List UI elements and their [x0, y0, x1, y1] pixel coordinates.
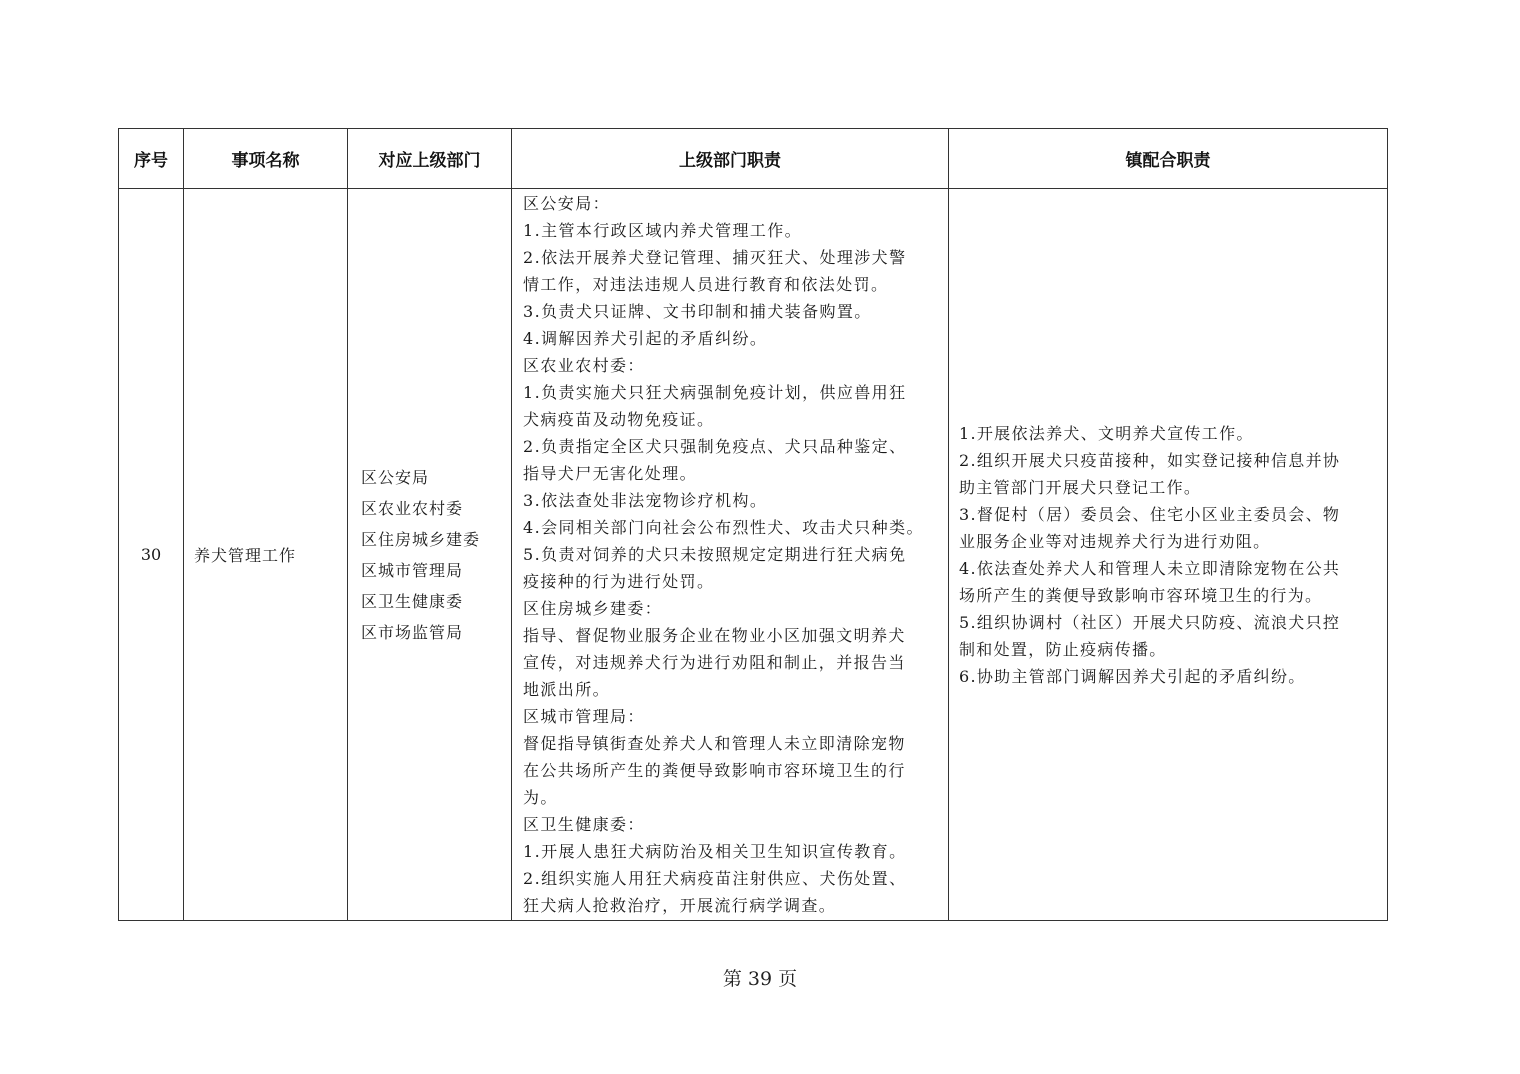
duty-table [118, 128, 1388, 921]
cell-superior-duties [512, 189, 949, 921]
duty-line: 情工作，对违法违规人员进行教育和依法处罚。 [523, 275, 889, 294]
cell-departments [348, 189, 512, 921]
town-duty-line: 1.开展依法养犬、文明养犬宣传工作。 [959, 423, 1254, 443]
duty-line: 指导犬尸无害化处理。 [523, 464, 698, 483]
duty-line: 2.负责指定全区犬只强制免疫点、犬只品种鉴定、 [523, 437, 907, 456]
cell-seq: 30 [119, 189, 184, 921]
header-seq: 序号 [119, 129, 184, 189]
town-duty-line: 助主管部门开展犬只登记工作。 [959, 477, 1202, 497]
duty-line: 犬病疫苗及动物免疫证。 [523, 410, 715, 429]
cell-town-duties [949, 189, 1388, 921]
table-header [119, 129, 1388, 189]
duty-line: 区城市管理局： [523, 707, 645, 726]
duty-line: 1.负责实施犬只狂犬病强制免疫计划，供应兽用狂 [523, 383, 907, 402]
town-duty-line: 制和处置，防止疫病传播。 [959, 639, 1167, 659]
cell-item-name: 养犬管理工作 [184, 189, 348, 921]
department-item: 区市场监管局 [361, 622, 464, 642]
town-duty-line: 场所产生的粪便导致影响市容环境卫生的行为。 [959, 585, 1323, 605]
town-duty-line: 5.组织协调村（社区）开展犬只防疫、流浪犬只控 [959, 612, 1341, 632]
header-superior-dept: 对应上级部门 [348, 129, 512, 189]
duty-line: 地派出所。 [523, 680, 611, 699]
town-duty-line: 2.组织开展犬只疫苗接种，如实登记接种信息并协 [959, 450, 1341, 470]
duty-line: 2.组织实施人用狂犬病疫苗注射供应、犬伤处置、 [523, 869, 907, 888]
duty-line: 区公安局： [523, 194, 611, 213]
town-duty-line: 4.依法查处养犬人和管理人未立即清除宠物在公共 [959, 558, 1341, 578]
department-item: 区城市管理局 [361, 560, 464, 580]
header-row [119, 129, 1388, 189]
duty-line: 区住房城乡建委： [523, 599, 663, 618]
duty-line: 区农业农村委： [523, 356, 645, 375]
duty-line: 指导、督促物业服务企业在物业小区加强文明养犬 [523, 626, 906, 645]
town-duty-line: 3.督促村（居）委员会、住宅小区业主委员会、物 [959, 504, 1341, 524]
duty-line: 督促指导镇街查处养犬人和管理人未立即清除宠物 [523, 734, 906, 753]
duty-line: 5.负责对饲养的犬只未按照规定定期进行狂犬病免 [523, 545, 907, 564]
town-duty-line: 业服务企业等对违规养犬行为进行劝阻。 [959, 531, 1271, 551]
duty-line: 1.主管本行政区域内养犬管理工作。 [523, 221, 803, 240]
duty-line: 狂犬病人抢救治疗，开展流行病学调查。 [523, 896, 837, 915]
town-duty-line: 6.协助主管部门调解因养犬引起的矛盾纠纷。 [959, 666, 1306, 686]
duty-line: 1.开展人患狂犬病防治及相关卫生知识宣传教育。 [523, 842, 907, 861]
duty-line: 4.调解因养犬引起的矛盾纠纷。 [523, 329, 768, 348]
duty-line: 4.会同相关部门向社会公布烈性犬、攻击犬只种类。 [523, 518, 924, 537]
department-item: 区公安局 [361, 467, 430, 487]
duty-line: 疫接种的行为进行处罚。 [523, 572, 715, 591]
page-number: 第 39 页 [722, 968, 798, 990]
duty-line: 区卫生健康委： [523, 815, 645, 834]
duty-line: 宣传，对违规养犬行为进行劝阻和制止，并报告当 [523, 653, 906, 672]
header-superior-duties: 上级部门职责 [512, 129, 949, 189]
department-item: 区卫生健康委 [361, 591, 464, 611]
header-item-name: 事项名称 [184, 129, 348, 189]
duty-line: 在公共场所产生的粪便导致影响市容环境卫生的行 [523, 761, 906, 780]
duty-line: 2.依法开展养犬登记管理、捕灭狂犬、处理涉犬警 [523, 248, 907, 267]
duty-line: 3.依法查处非法宠物诊疗机构。 [523, 491, 768, 510]
duty-line: 3.负责犬只证牌、文书印制和捕犬装备购置。 [523, 302, 872, 321]
department-item: 区农业农村委 [361, 498, 464, 518]
department-item: 区住房城乡建委 [361, 529, 481, 549]
header-town-duties: 镇配合职责 [949, 129, 1388, 189]
duty-line: 为。 [523, 788, 558, 807]
table-row [119, 189, 1388, 921]
